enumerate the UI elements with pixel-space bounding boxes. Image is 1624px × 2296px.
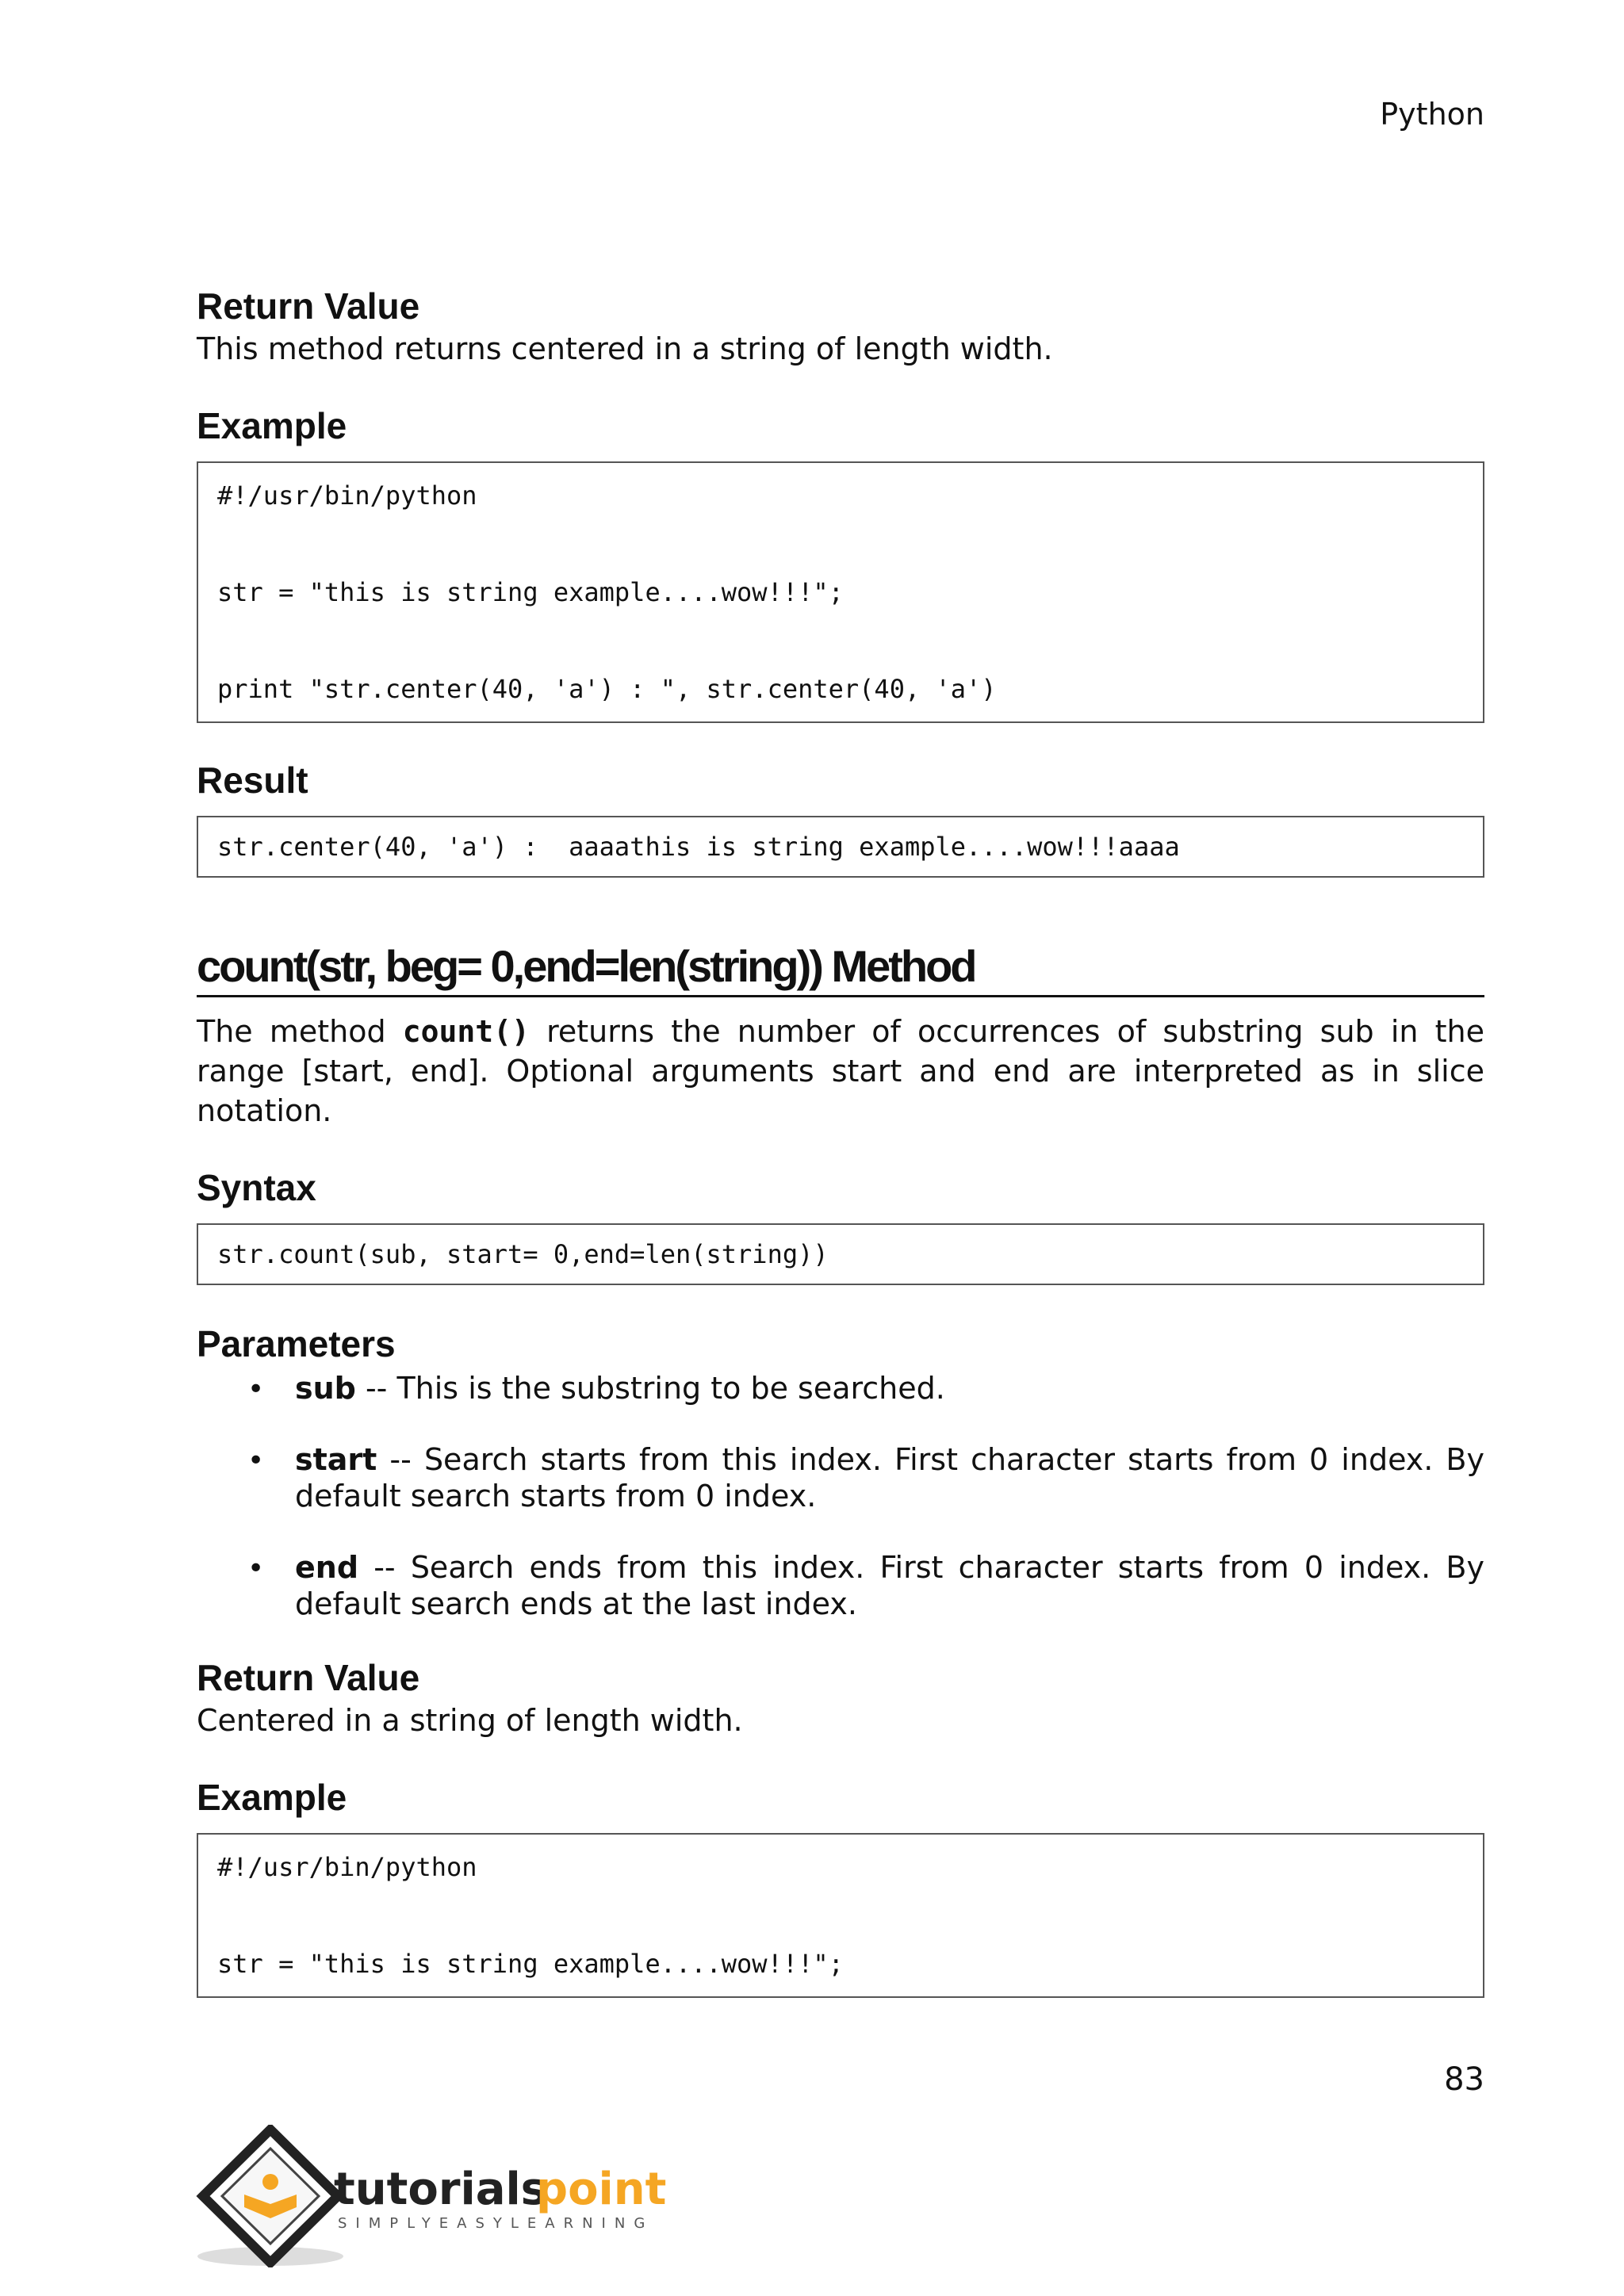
example-code-block — [197, 461, 1484, 723]
param-desc: -- This is the substring to be searched. — [355, 1370, 945, 1406]
param-desc: -- Search ends from this index. First character starts from 0 index. By default search ends at the last index. — [295, 1549, 1484, 1621]
param-desc: -- Search starts from this index. First character starts from 0 index. By default search starts from 0 index. — [295, 1441, 1484, 1513]
page-content — [197, 285, 1484, 1998]
code-line: #!/usr/bin/python — [217, 1851, 477, 1882]
logo-word-point: point — [536, 2164, 667, 2215]
bullet-icon: • — [247, 1552, 265, 1585]
bullet-icon: • — [247, 1444, 265, 1477]
code-line: str = "this is string example....wow!!!"; — [217, 576, 844, 607]
bullet-icon: • — [247, 1372, 265, 1406]
return-value-text: This method returns centered in a string of length width. — [197, 331, 1053, 366]
syntax-heading: Syntax — [197, 1167, 316, 1209]
parameters-list — [197, 1370, 1484, 1622]
result-heading: Result — [197, 759, 308, 801]
intro-method-name: count() — [402, 1014, 530, 1050]
code-line: str.center(40, 'a') : aaaathis is string example....wow!!!aaaa — [217, 831, 1180, 862]
param-name: end — [295, 1549, 359, 1585]
param-name: start — [295, 1441, 377, 1477]
list-item — [197, 1441, 1484, 1514]
intro-prefix: The method — [197, 1014, 403, 1050]
result-code-block — [197, 816, 1484, 878]
example-heading-2: Example — [197, 1776, 347, 1818]
syntax-code-block — [197, 1223, 1484, 1285]
method-intro — [197, 1012, 1484, 1131]
return-value-text-2: Centered in a string of length width. — [197, 1702, 743, 1738]
return-value-heading-2: Return Value — [197, 1656, 420, 1698]
code-line: #!/usr/bin/python — [217, 480, 477, 511]
example-heading: Example — [197, 404, 347, 446]
example-code-block-2 — [197, 1833, 1484, 1998]
intro-suffix: returns the number of occurrences of substring sub in the range [start, end]. Optional arguments start and end are interpreted as in slice notation. — [197, 1014, 1484, 1129]
code-line: str.count(sub, start= 0,end=len(string)) — [217, 1238, 829, 1269]
code-line: print "str.center(40, 'a') : ", str.center(40, 'a') — [217, 673, 997, 704]
return-value-heading: Return Value — [197, 285, 420, 327]
list-item — [197, 1370, 1484, 1406]
param-name: sub — [295, 1370, 356, 1406]
code-line: str = "this is string example....wow!!!"; — [217, 1948, 844, 1979]
logo-person-icon — [262, 2174, 278, 2190]
tutorialspoint-logo — [195, 2125, 687, 2267]
page-number: 83 — [1444, 2061, 1484, 2098]
logo-tagline: SIMPLYEASYLEARNING — [338, 2215, 654, 2232]
method-title: count(str, beg= 0,end=len(string)) Method — [197, 941, 1484, 997]
running-header: Python — [1380, 97, 1484, 132]
parameters-heading: Parameters — [197, 1322, 396, 1364]
list-item — [197, 1549, 1484, 1622]
logo-word-tutorials: tutorials — [334, 2164, 548, 2215]
